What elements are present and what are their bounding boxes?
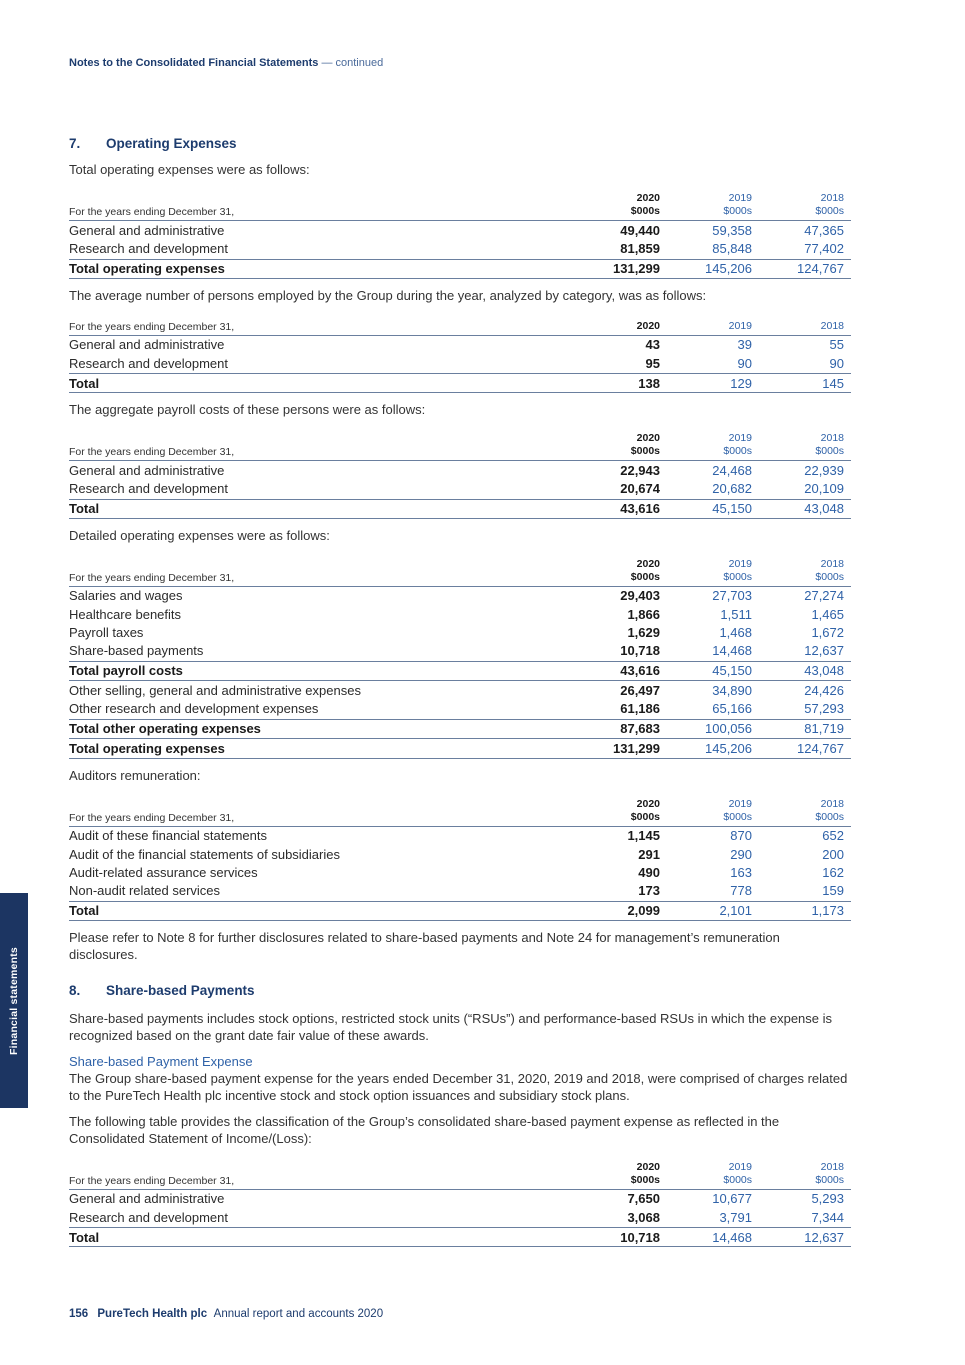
table-row: General and administrative 22,943 24,468 22,939 [69, 462, 844, 478]
table-row: Audit of the financial statements of subsidiaries 291 290 200 [69, 846, 844, 862]
table-row: Healthcare benefits 1,866 1,511 1,465 [69, 606, 844, 622]
table-row: General and administrative 43 39 55 [69, 337, 844, 353]
paragraph: Total operating expenses were as follows: [69, 162, 310, 177]
column-header-2018: 2018 $000s [815, 192, 844, 217]
table-row: Research and development 3,068 3,791 7,344 [69, 1209, 844, 1225]
page-footer [69, 1308, 383, 1320]
paragraph: Auditors remuneration: [69, 767, 201, 783]
table-total-row: Total operating expenses 131,299 145,206 124,767 [69, 259, 851, 279]
table-row: Audit-related assurance services 490 163 162 [69, 864, 844, 880]
company-name: PureTech Health plc [97, 1308, 208, 1320]
table-row: Non-audit related services 173 778 159 [69, 883, 844, 899]
detailed-operating-expenses-table [69, 558, 851, 759]
auditors-remuneration-table [69, 798, 851, 921]
headcount-table [69, 320, 851, 394]
paragraph: The average number of persons employed by the Group during the year, analyzed by category, was as follows: [69, 287, 707, 303]
table-row: Other selling, general and administrative expenses 26,497 34,890 24,426 [69, 682, 844, 698]
table-header: For the years ending December 31, 2020 $000s 2019 $000s 2018 $000s [69, 558, 851, 587]
running-head [69, 57, 383, 69]
operating-expenses-table [69, 192, 851, 279]
column-header-2020: 2020 $000s [630, 192, 660, 217]
table-header: For the years ending December 31, 2020 $000s 2019 $000s 2018 $000s [69, 432, 851, 461]
section-number: 8. [69, 982, 81, 998]
page-content [69, 136, 851, 1255]
paragraph: The aggregate payroll costs of these persons were as follows: [69, 402, 426, 418]
table-row: General and administrative 49,440 59,358 47,365 [69, 222, 844, 238]
column-header-2019: 2019 $000s [723, 192, 752, 217]
table-subtotal-row: Total other operating expenses 87,683 100,056 81,719 [69, 719, 851, 739]
table-row: Other research and development expenses 61,186 65,166 57,293 [69, 700, 844, 716]
table-total-row: Total 43,616 45,150 43,048 [69, 499, 851, 519]
section-title: Operating Expenses [106, 136, 237, 151]
page-number: 156 [69, 1308, 89, 1320]
table-total-row: Total 10,718 14,468 12,637 [69, 1227, 851, 1247]
table-header: For the years ending December 31, 2020 2019 2018 [69, 320, 851, 336]
paragraph: The following table provides the classification of the Group’s consolidated share-based payment expense as reflected in the Consolidated Statement of Income/(Loss): [69, 1113, 780, 1146]
side-tab-label: Financial statements [8, 946, 20, 1055]
table-subtotal-row: Total payroll costs 43,616 45,150 43,048 [69, 661, 851, 681]
running-head-title: Notes to the Consolidated Financial Statements [69, 57, 319, 69]
paragraph: Detailed operating expenses were as follows: [69, 527, 330, 543]
table-row: Salaries and wages 29,403 27,703 27,274 [69, 588, 844, 604]
share-based-payment-table [69, 1161, 851, 1248]
table-row: General and administrative 7,650 10,677 5,293 [69, 1191, 844, 1207]
table-total-row: Total operating expenses 131,299 145,206 124,767 [69, 739, 851, 759]
paragraph: Share-based payments includes stock options, restricted stock units (“RSUs”) and performance-based RSUs in which the expense is recognized based on the grant date fair value of these awards. [69, 1010, 833, 1043]
table-header [69, 192, 851, 221]
payroll-costs-table [69, 432, 851, 519]
table-row: Share-based payments 10,718 14,468 12,637 [69, 643, 844, 659]
table-total-row: Total 138 129 145 [69, 373, 851, 393]
paragraph: The Group share-based payment expense for the years ended December 31, 2020, 2019 and 2018, were comprised of charges related to the PureTech Health plc incentive stock and stock option issuances and subsidiary stock plans. [69, 1070, 848, 1103]
section-side-tab [0, 893, 28, 1108]
table-header: For the years ending December 31, 2020 $000s 2019 $000s 2018 $000s [69, 1161, 851, 1190]
section-7-heading [69, 136, 851, 151]
table-row: Research and development 95 90 90 [69, 355, 844, 371]
table-header: For the years ending December 31, 2020 $000s 2019 $000s 2018 $000s [69, 798, 851, 827]
section-title: Share-based Payments [106, 982, 255, 998]
table-row: Research and development 20,674 20,682 20,109 [69, 481, 844, 497]
section-8-heading [69, 983, 851, 998]
table-row: Payroll taxes 1,629 1,468 1,672 [69, 625, 844, 641]
paragraph: Please refer to Note 8 for further disclosures related to share-based payments and Note 24 for management’s remuneration disclosures. [69, 929, 780, 962]
document-title: Annual report and accounts 2020 [213, 1308, 384, 1320]
section-number: 7. [69, 136, 81, 151]
column-header-label: For the years ending December 31, [69, 206, 235, 218]
table-total-row: Total 2,099 2,101 1,173 [69, 901, 851, 921]
table-row: Audit of these financial statements 1,145 870 652 [69, 828, 844, 844]
running-head-suffix: — continued [321, 57, 384, 69]
table-row: Research and development 81,859 85,848 77,402 [69, 240, 844, 256]
subheading: Share-based Payment Expense [69, 1053, 253, 1069]
